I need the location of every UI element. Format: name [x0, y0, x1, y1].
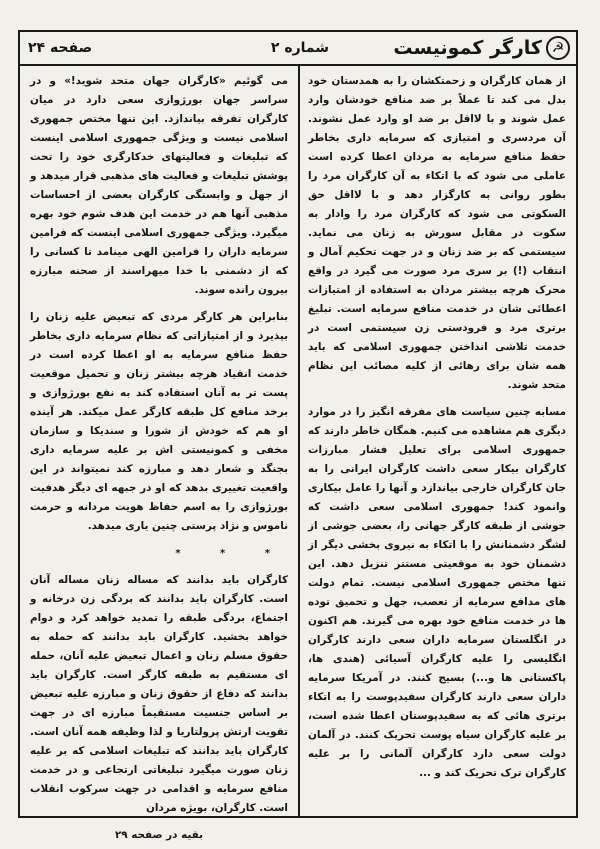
issue-number: شماره ۲: [270, 40, 330, 56]
continued-note: بقیه در صفحه ۲۹: [114, 829, 204, 841]
paragraph: مسابه چنین سیاست های مفرقه انگیز را در موارد دیگری هم مشاهده می کنیم. همگان خاطر دارند که جمهوری اسلامی برای تعلیل فشار مبارزات کارگران بیکار سعی داشت کارگران ایرانی را به جان کارگران خارجی بیاندازد و آنها را عامل بیکاری وانمود کند! جمهوری اسلامی سعی داشت که جوشی از طبقه کارگر جهانی را، بعضی جوشی از لشگر دشمنانش را با اتکاء به نیروی بخشی دیگر از دشمنان خود به موقعیتی مستتر تنزیل دهد. این تنها مختص جمهوری اسلامی نیست. تمام دولت های مدافع سرمایه از تعصب، جهل و تحمیق توده ها در خدمت منافع خود بهره می گیرند. هم اکنون در انگلستان سرمایه داران سعی دارند کارگران انگلیسی را علیه کارگران آسیائی (هندی ها، پاکستانی ها و...) بسیج کنند. در آمریکا سرمایه داران سعی دارند کارگران سفیدپوست را به اتکاء برتری هائی که به سفیدپوستان اعطا شده است، بر علیه کارگران سیاه پوست تحریک کنند. در آلمان دولت سعی دارد کارگران آلمانی را بر علیه کارگران ترک تحریک کند و ...: [308, 406, 566, 779]
hammer-sickle-icon: ☭: [546, 36, 570, 60]
masthead-title: کارگر کمونیست: [393, 37, 542, 59]
section-separator: * * *: [175, 548, 288, 559]
left-column: [30, 72, 288, 845]
paragraph: کارگران باید بدانند که مساله زنان مساله آنان است. کارگران باید بدانند که بردگی زن درخانه و اجتماع، بردگی طبقه را تمدید خواهد کرد و دوام خواهد بخشید. کارگران باید بدانند که حمله به حقوق مسلم زنان و اعمال تبعیض علیه آنان، حمله ای مستقیم به طبقه کارگر است. کارگران باید بدانند که دفاع از حقوق زنان و مبارزه علیه تبعیض بر اساس جنسیت مستقیماً مبارزه ای در جهت تقویت ارتش پرولتاریا و لذا وظیفه همه آنان است. کارگران باید بدانند که تبلیغات اسلامی که بر علیه زنان صورت میگیرد تبلیغاتی ارتجاعی و در خدمت منافع سرمایه و اقدامی در جهت سرکوب انقلاب است. کارگران، بویژه مردان: [30, 574, 288, 814]
paragraph: می گوئیم «کارگران جهان متحد شوید!» و در سراسر جهان بورژوازی سعی دارد در میان کارگران تفرقه بیاندازد. این تنها مختص جمهوری اسلامی نیست و ویژگی جمهوری اسلامی اینست که تبلیغات و فعالیتهای خدکارگری خود را تحت پوشش تبلیغات و فعالیت های مذهبی قرار میدهد و از جهل و وابستگی کارگران بعضی از احساسات مذهبی آنها هم در خدمت این هدف شوم خود بهره میگیرد. ویژگی جمهوری اسلامی اینست که فرامین سرمایه داران را فرامین الهی مینامد تا کسانی را که از دشمنی با خدا میهراسند از صحنه مبارزه بیرون رانده سوند.: [30, 75, 288, 296]
page-number: صفحه ۲۴: [28, 40, 93, 56]
masthead: [393, 34, 570, 62]
page-frame: [18, 30, 578, 841]
column-divider: [298, 66, 300, 816]
paragraph: بنابراین هر کارگر مردی که تبعیض علیه زنان را بپذیرد و از امتیازاتی که نظام سرمایه داری بخاطر حفظ منافع سرمایه به او اعطا کرده است در خدمت انقیاد هرچه بیشتر زنان و تحمیل موقعیت پست تر به آنان استفاده کند به نفع بورژوازی و برخد منافع کل طبقه کارگر عمل میکند. هر آینده او هم که خودش از شورا و سندیکا و سازمان مخفی و کمونیستی اش بر علیه سرمایه داری بجنگد و شعار دهد و مبارزه کند نمیتواند در این واقعیت تغییری بدهد که او در جبهه ای دیگر هدفیت بورژوازی را به اسم حفاظ هویت مردانه و حرمت ناموس و نژاد پرستی چنین یاری میدهد.: [30, 311, 288, 532]
page-header: [20, 32, 576, 66]
right-column: [308, 72, 566, 791]
paragraph: از همان کارگران و زحمتکشان را به همدستان خود بدل می کند تا عملاً بر ضد منافع خودشان وارد عمل شوند و با لااقل بر ضد او وارد عمل نشوند. آن مردسری و امتیازی که سرمایه داری بخاطر حفظ منافع سرمایه به مردان اعطا کرده است عاملی می شود که با اتکاء به آن کارگران مرد را بطور روانی به کارگزار دهد و با لااقل حق السکوتی می شود که کارگران مرد را وادار به سکوت در مقابل سورش به زنان می نماید. سیستمی که بر ضد زنان و در جهت تحکیم آمال و انتقاب (!) بر سری مرد صورت می گیرد در واقع محرک هرچه بیشتر مردان به استفاده از امتیازات اعطائی شان در خدمت منافع سرمایه است. تبلیغ برتری مرد و فرودستی زن سیستمی است در خدمت تلاشی انداختن جمهوری اسلامی که باید همه شان برای رهائی از کلیه مصائب این نظام متحد شوند.: [308, 75, 566, 391]
